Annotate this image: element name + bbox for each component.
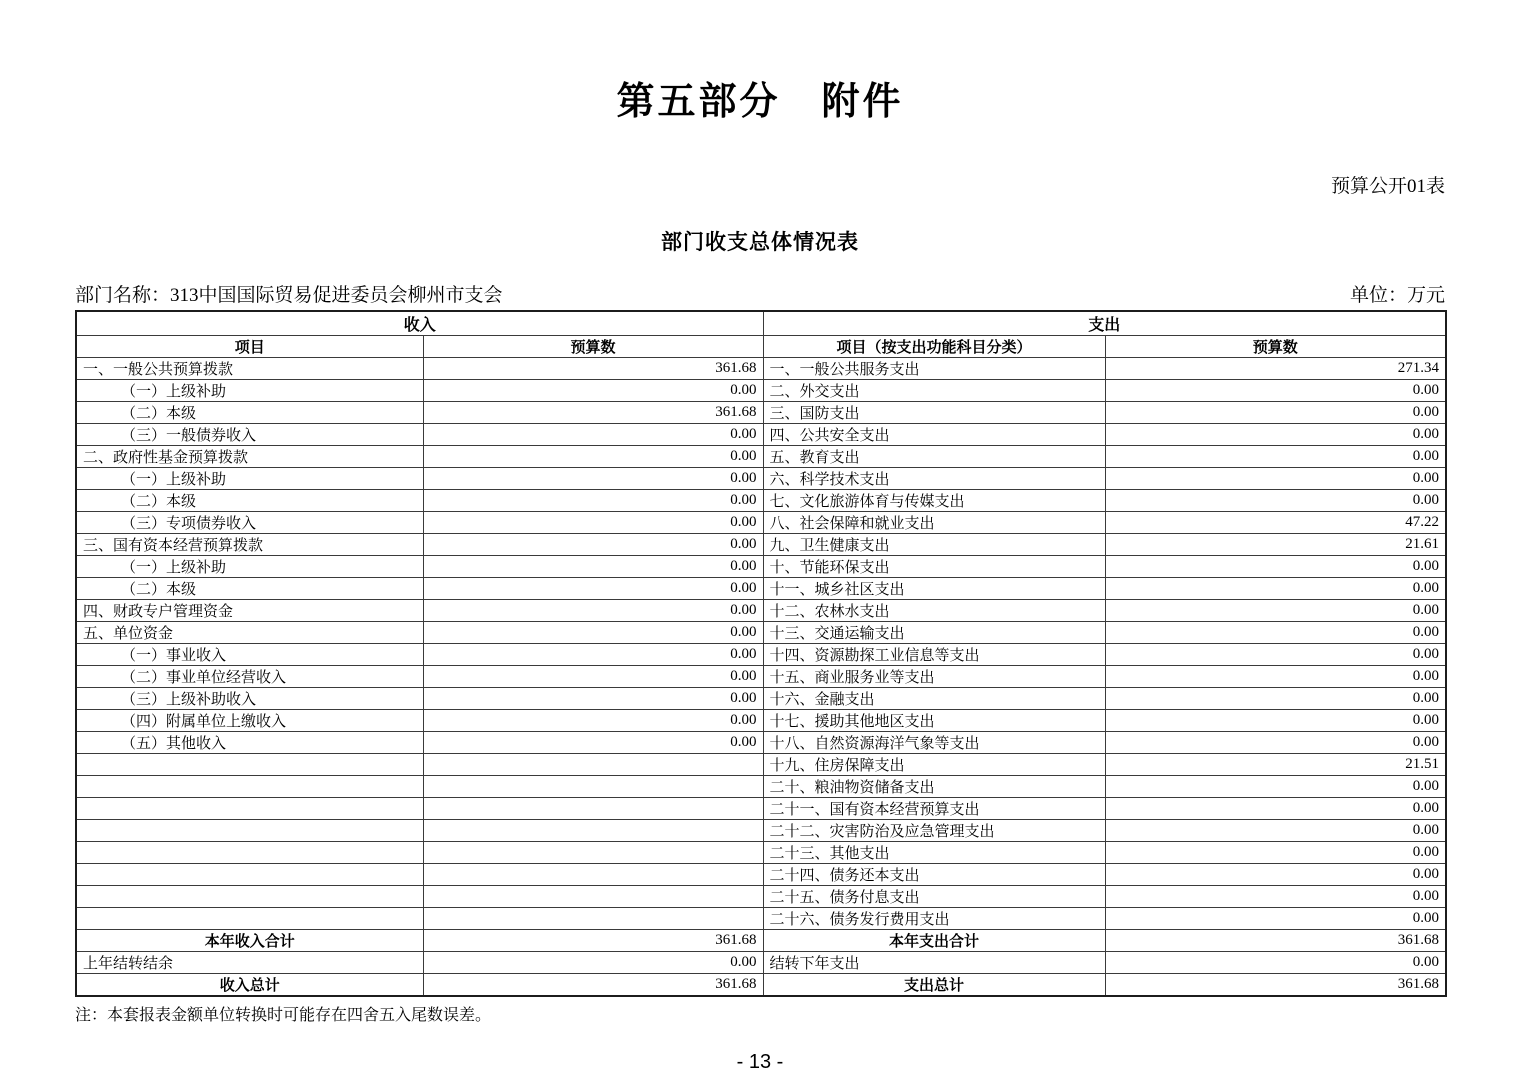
expense-item-cell: 十一、城乡社区支出 (763, 578, 1105, 600)
expense-item-cell: 二十五、债务付息支出 (763, 886, 1105, 908)
income-value-cell: 0.00 (423, 468, 763, 490)
income-value-cell (423, 886, 763, 908)
expense-item-cell: 结转下年支出 (763, 952, 1105, 974)
expense-item-cell: 十七、援助其他地区支出 (763, 710, 1105, 732)
column-header-row (76, 336, 1446, 358)
col-header-income-budget: 预算数 (423, 336, 763, 358)
income-item-cell: 五、单位资金 (76, 622, 423, 644)
income-item-cell (76, 820, 423, 842)
expense-value-cell: 0.00 (1105, 820, 1446, 842)
income-item-cell: （一）事业收入 (76, 644, 423, 666)
table-row (76, 490, 1446, 512)
expense-value-cell: 0.00 (1105, 952, 1446, 974)
income-item-cell: 三、国有资本经营预算拨款 (76, 534, 423, 556)
expense-item-cell: 十六、金融支出 (763, 688, 1105, 710)
meta-row (75, 280, 1445, 307)
col-header-expense-item: 项目（按支出功能科目分类） (763, 336, 1105, 358)
expense-item-cell: 二十二、灾害防治及应急管理支出 (763, 820, 1105, 842)
expense-value-cell: 0.00 (1105, 688, 1446, 710)
expense-item-cell: 二十六、债务发行费用支出 (763, 908, 1105, 930)
expense-value-cell: 0.00 (1105, 908, 1446, 930)
income-value-cell: 0.00 (423, 732, 763, 754)
department-name-label: 部门名称：313中国国际贸易促进委员会柳州市支会 (75, 285, 503, 306)
table-row (76, 358, 1446, 380)
income-item-cell: （一）上级补助 (76, 468, 423, 490)
col-header-income-item: 项目 (76, 336, 423, 358)
page-number: - 13 - (736, 1051, 784, 1073)
income-value-cell: 0.00 (423, 622, 763, 644)
expense-item-cell: 八、社会保障和就业支出 (763, 512, 1105, 534)
expense-value-cell: 0.00 (1105, 424, 1446, 446)
expense-item-cell: 六、科学技术支出 (763, 468, 1105, 490)
expense-item-cell: 十九、住房保障支出 (763, 754, 1105, 776)
table-row (76, 710, 1446, 732)
expense-item-cell: 十五、商业服务业等支出 (763, 666, 1105, 688)
table-row (76, 930, 1446, 952)
expense-item-cell: 二十四、债务还本支出 (763, 864, 1105, 886)
expense-item-cell: 五、教育支出 (763, 446, 1105, 468)
income-value-cell (423, 842, 763, 864)
table-row (76, 732, 1446, 754)
income-value-cell (423, 908, 763, 930)
expense-item-cell: 三、国防支出 (763, 402, 1105, 424)
income-value-cell: 361.68 (423, 930, 763, 952)
expense-value-cell: 361.68 (1105, 930, 1446, 952)
income-item-cell (76, 776, 423, 798)
expense-item-cell: 二、外交支出 (763, 380, 1105, 402)
income-value-cell: 0.00 (423, 666, 763, 688)
unit-label: 单位：万元 (1349, 285, 1445, 306)
table-row (76, 886, 1446, 908)
expense-item-cell: 十八、自然资源海洋气象等支出 (763, 732, 1105, 754)
expense-value-cell: 361.68 (1105, 974, 1446, 997)
expense-item-cell: 二十、粮油物资储备支出 (763, 776, 1105, 798)
table-row (76, 776, 1446, 798)
expense-value-cell: 0.00 (1105, 798, 1446, 820)
expense-value-cell: 21.51 (1105, 754, 1446, 776)
table-row (76, 446, 1446, 468)
expense-item-cell: 九、卫生健康支出 (763, 534, 1105, 556)
expense-value-cell: 271.34 (1105, 358, 1446, 380)
income-item-cell: 四、财政专户管理资金 (76, 600, 423, 622)
income-item-cell: （三）上级补助收入 (76, 688, 423, 710)
table-row (76, 754, 1446, 776)
income-item-cell (76, 908, 423, 930)
page-title: 第五部分 附件 (616, 79, 904, 123)
income-value-cell: 0.00 (423, 600, 763, 622)
income-item-cell: （三）专项债券收入 (76, 512, 423, 534)
income-item-cell (76, 842, 423, 864)
table-row (76, 622, 1446, 644)
income-value-cell: 0.00 (423, 578, 763, 600)
expense-value-cell: 0.00 (1105, 578, 1446, 600)
income-value-cell: 0.00 (423, 512, 763, 534)
expense-item-cell: 本年支出合计 (763, 930, 1105, 952)
expense-value-cell: 0.00 (1105, 864, 1446, 886)
income-value-cell: 0.00 (423, 710, 763, 732)
table-row (76, 644, 1446, 666)
expense-item-cell: 二十一、国有资本经营预算支出 (763, 798, 1105, 820)
income-item-cell: 本年收入合计 (76, 930, 423, 952)
income-item-cell: （一）上级补助 (76, 380, 423, 402)
table-row (76, 512, 1446, 534)
income-value-cell (423, 820, 763, 842)
table-title: 部门收支总体情况表 (661, 230, 859, 254)
expense-item-cell: 七、文化旅游体育与传媒支出 (763, 490, 1105, 512)
income-value-cell: 0.00 (423, 446, 763, 468)
income-item-cell: （五）其他收入 (76, 732, 423, 754)
income-item-cell (76, 886, 423, 908)
expense-item-cell: 十三、交通运输支出 (763, 622, 1105, 644)
expense-value-cell: 0.00 (1105, 732, 1446, 754)
income-item-cell: （二）本级 (76, 402, 423, 424)
income-item-cell: 上年结转结余 (76, 952, 423, 974)
expense-item-cell: 十四、资源勘探工业信息等支出 (763, 644, 1105, 666)
expense-value-cell: 0.00 (1105, 710, 1446, 732)
expense-item-cell: 四、公共安全支出 (763, 424, 1105, 446)
table-row (76, 402, 1446, 424)
expense-value-cell: 0.00 (1105, 776, 1446, 798)
table-row (76, 600, 1446, 622)
income-value-cell: 361.68 (423, 974, 763, 997)
table-row (76, 688, 1446, 710)
expense-item-cell: 一、一般公共服务支出 (763, 358, 1105, 380)
income-value-cell: 361.68 (423, 402, 763, 424)
income-item-cell (76, 864, 423, 886)
income-item-cell: 二、政府性基金预算拨款 (76, 446, 423, 468)
expense-value-cell: 47.22 (1105, 512, 1446, 534)
income-value-cell: 0.00 (423, 644, 763, 666)
income-value-cell (423, 754, 763, 776)
table-row (76, 578, 1446, 600)
expense-section-header: 支出 (763, 311, 1446, 336)
expense-value-cell: 0.00 (1105, 842, 1446, 864)
expense-item-cell: 十二、农林水支出 (763, 600, 1105, 622)
table-row (76, 534, 1446, 556)
table-row (76, 864, 1446, 886)
table-row (76, 820, 1446, 842)
income-item-cell: （二）本级 (76, 578, 423, 600)
income-value-cell: 361.68 (423, 358, 763, 380)
table-number-label: 预算公开01表 (1330, 176, 1445, 197)
income-value-cell: 0.00 (423, 556, 763, 578)
expense-value-cell: 21.61 (1105, 534, 1446, 556)
income-value-cell: 0.00 (423, 952, 763, 974)
table-row (76, 974, 1446, 997)
expense-value-cell: 0.00 (1105, 666, 1446, 688)
expense-value-cell: 0.00 (1105, 402, 1446, 424)
income-value-cell: 0.00 (423, 380, 763, 402)
income-item-cell: （三）一般债券收入 (76, 424, 423, 446)
col-header-expense-budget: 预算数 (1105, 336, 1446, 358)
budget-table (75, 310, 1447, 997)
expense-value-cell: 0.00 (1105, 600, 1446, 622)
income-item-cell (76, 798, 423, 820)
footnote: 注：本套报表金额单位转换时可能存在四舍五入尾数误差。 (75, 1007, 492, 1024)
expense-item-cell: 十、节能环保支出 (763, 556, 1105, 578)
income-item-cell: 一、一般公共预算拨款 (76, 358, 423, 380)
table-row (76, 842, 1446, 864)
expense-value-cell: 0.00 (1105, 556, 1446, 578)
table-row (76, 380, 1446, 402)
table-row (76, 798, 1446, 820)
income-value-cell (423, 798, 763, 820)
income-value-cell (423, 776, 763, 798)
expense-value-cell: 0.00 (1105, 622, 1446, 644)
income-item-cell: （二）事业单位经营收入 (76, 666, 423, 688)
expense-value-cell: 0.00 (1105, 468, 1446, 490)
income-item-cell: （二）本级 (76, 490, 423, 512)
income-item-cell: 收入总计 (76, 974, 423, 997)
section-header-row (76, 311, 1446, 336)
table-row (76, 556, 1446, 578)
table-row (76, 908, 1446, 930)
expense-value-cell: 0.00 (1105, 490, 1446, 512)
income-value-cell: 0.00 (423, 490, 763, 512)
expense-item-cell: 支出总计 (763, 974, 1105, 997)
income-item-cell (76, 754, 423, 776)
table-row (76, 468, 1446, 490)
expense-value-cell: 0.00 (1105, 446, 1446, 468)
income-value-cell: 0.00 (423, 688, 763, 710)
table-row (76, 952, 1446, 974)
table-row (76, 424, 1446, 446)
expense-value-cell: 0.00 (1105, 644, 1446, 666)
expense-item-cell: 二十三、其他支出 (763, 842, 1105, 864)
income-value-cell: 0.00 (423, 534, 763, 556)
income-item-cell: （一）上级补助 (76, 556, 423, 578)
income-value-cell (423, 864, 763, 886)
table-row (76, 666, 1446, 688)
income-item-cell: （四）附属单位上缴收入 (76, 710, 423, 732)
income-value-cell: 0.00 (423, 424, 763, 446)
expense-value-cell: 0.00 (1105, 380, 1446, 402)
expense-value-cell: 0.00 (1105, 886, 1446, 908)
income-section-header: 收入 (76, 311, 763, 336)
table-body (76, 358, 1446, 997)
